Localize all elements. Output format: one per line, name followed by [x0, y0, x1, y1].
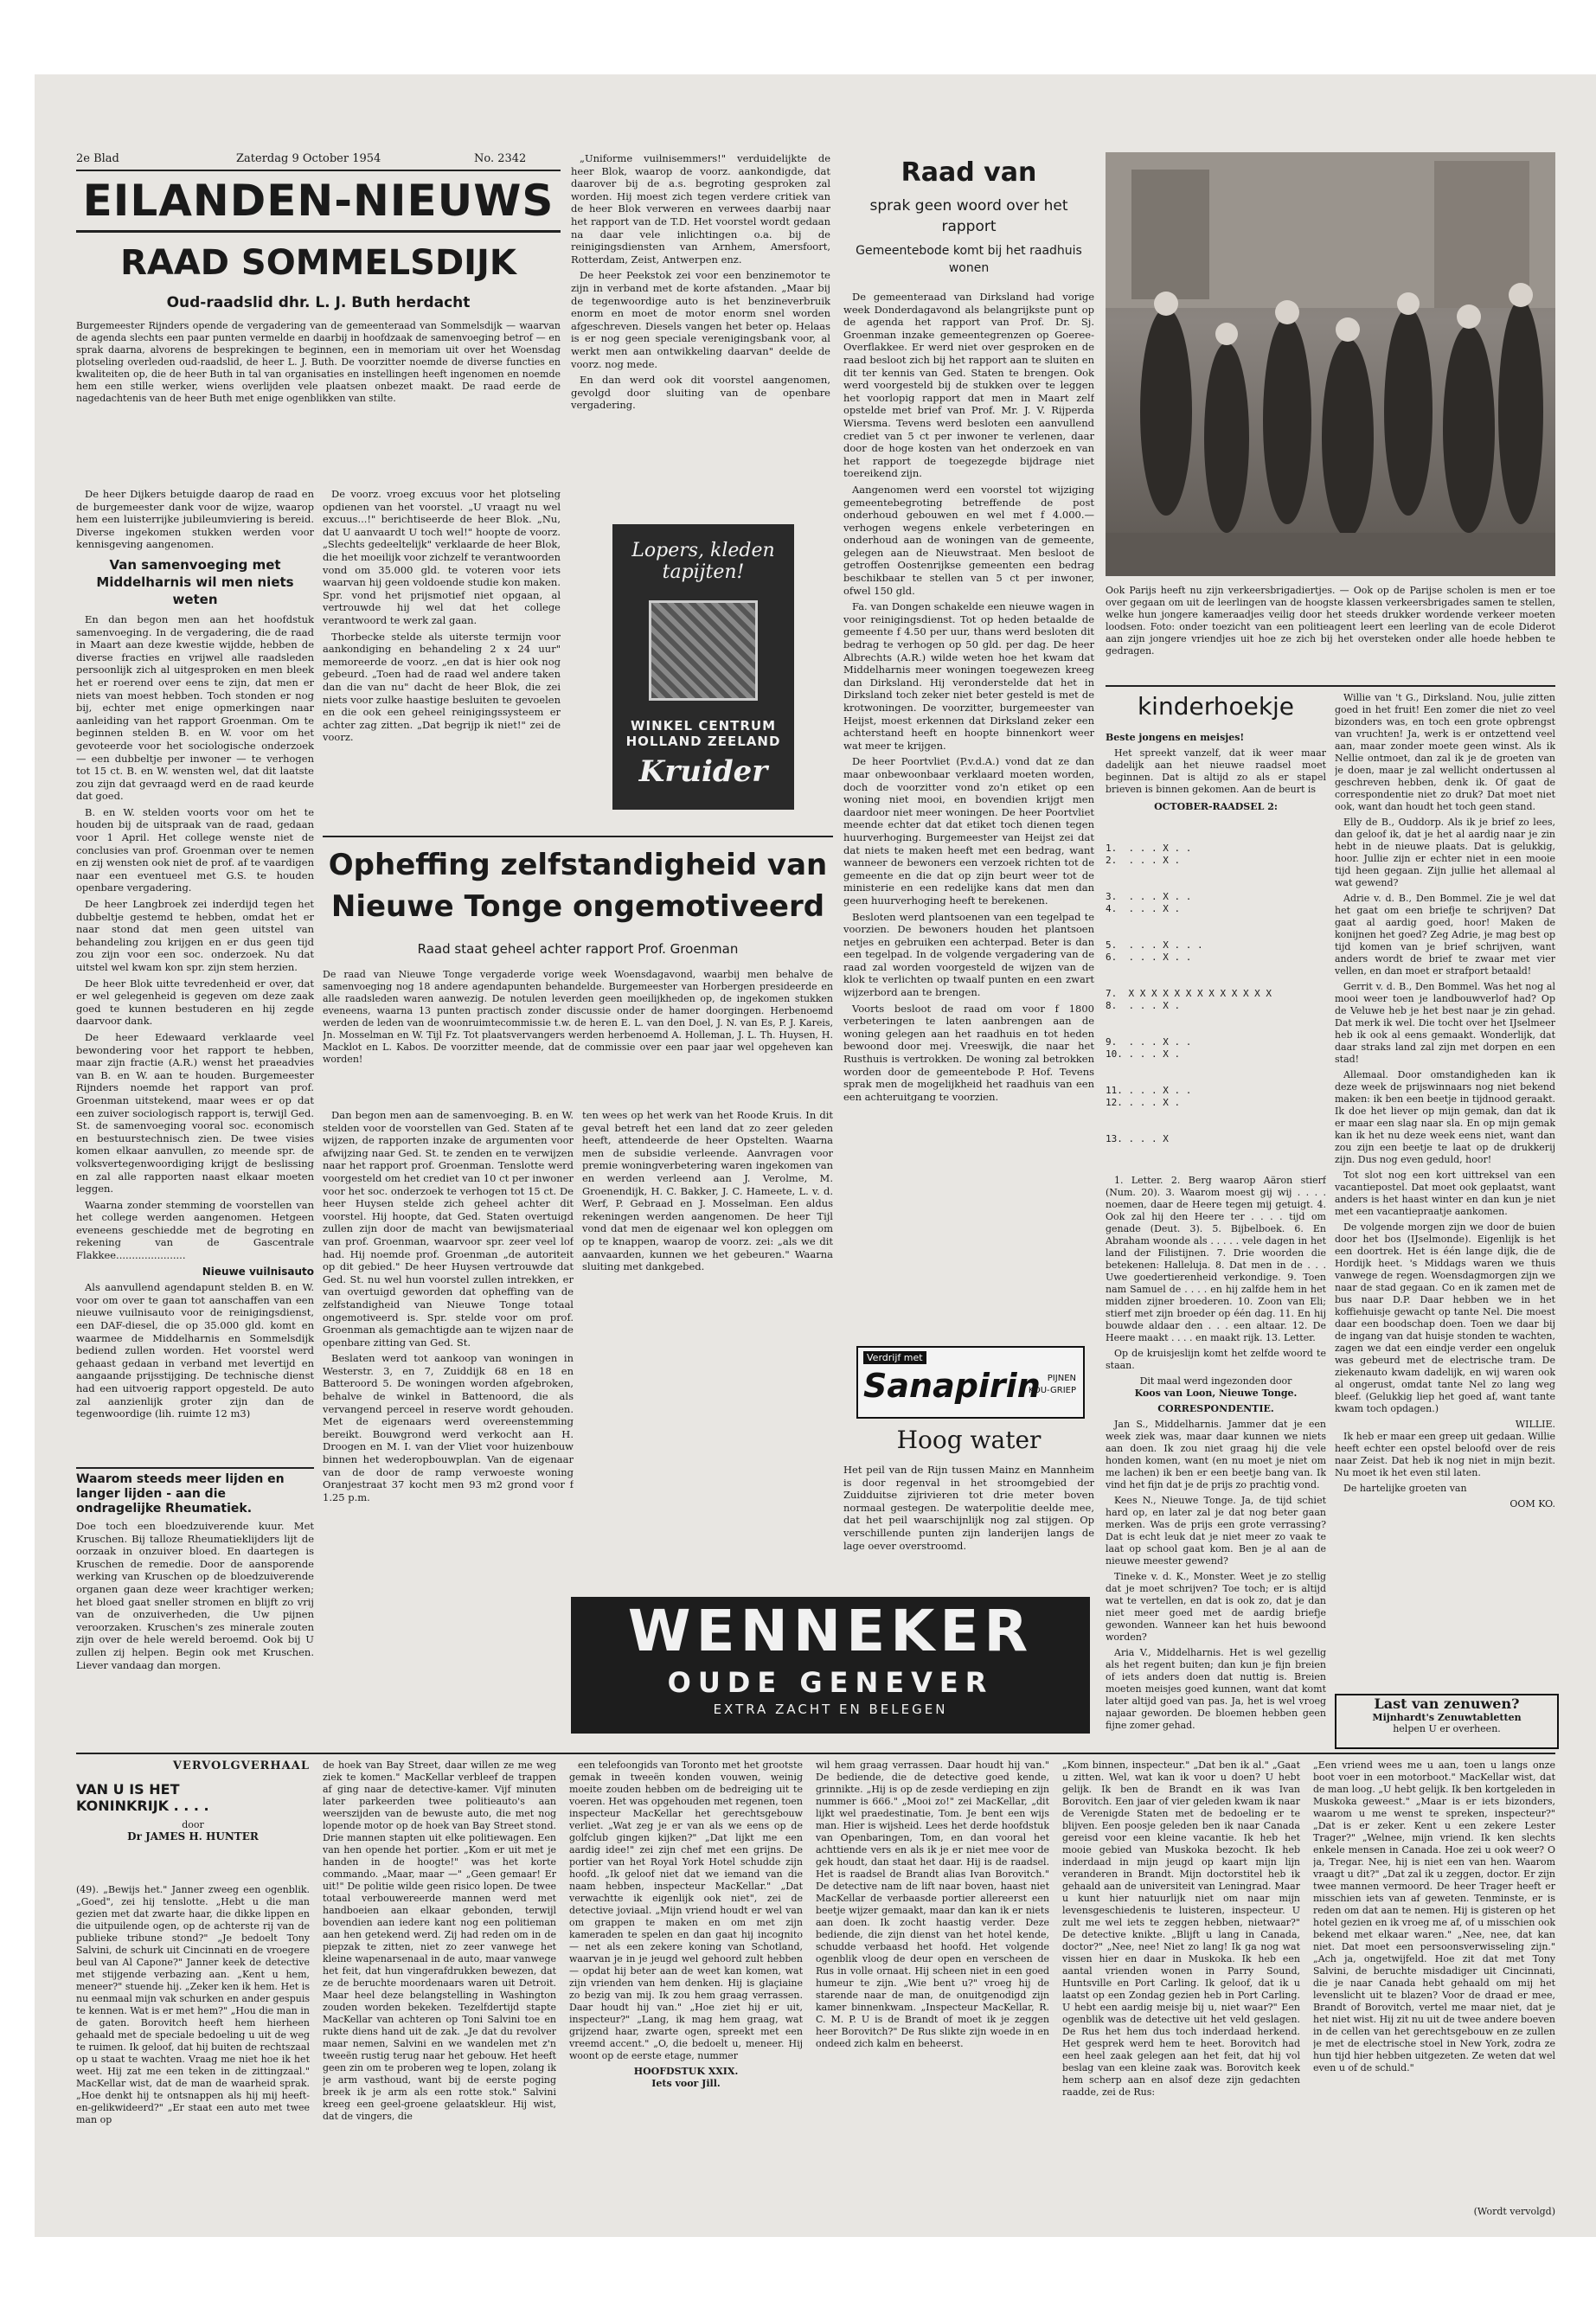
tonge-title: Opheffing zelfstandigheid van Nieuwe Tonge ongemotiveerd [328, 848, 828, 924]
serial-col5: „Kom binnen, inspecteur." „Dat ben ik al." „Gaat u zitten. Wel, wat kan ik voor u doen? U hebt gelijk. Ik ben de Brandt en ik was Ivan Borovitch. Een jaar of vier geleden kwam ik naar de Verenigde Staten met de bedoeling er te blijven. Een poosje geleden ben ik naar Canada gereisd voor een kleine vacantie. Ik heb het mooie gebied van Muskoka bezocht. Ik heb inderdaad in mijn jeugd op kaart mijn lijn veranderen in Brandt. Mijn doctorstitel heb ik gehaald aan de universiteit van Leningrad. Maar u kunt hier natuurlijk niet om naar mijn levensgeschiedenis te luisteren, inspecteur. U zult me wel iets te zeggen hebben, nietwaar?" De detective knikte. „Blijft u lang in Canada, doctor?" „Nee, nee! Niet zo lang! Ik ga nog wat vissen hier en daar in Muskoka. Ik heb een aantal vrienden wonen in Parry Sound, Huntsville en Port Carling. Ik geloof, dat ik u laatst op een Zondag gezien heb in Port Carling. U hebt een aardig meisje bij u, niet waar?" Een ogenblik was de detective uit het veld geslagen. De Rus het hem dus toch inderdaad herkend. Het gesprek werd hem te heet. Borovitch had een heel zaak gelegen aan het feit, dat hij vol beslag van een kleine zaak was. Borovitch keek hem scherp aan en alsof deze zijn gedachten raadde, zei de Rus: [1062, 1759, 1300, 2098]
puzzle-title: OCTOBER-RAADSEL 2: [1154, 801, 1278, 812]
page-header [76, 152, 561, 171]
serial-col3: een telefoongids van Toronto met het grootste gemak in tweeën konden vouwen, weinig moeite zouden hebben om de bedreiging uit te voeren. Het was opgehouden met regenen, toen inspecteur MacKellar het gerechtsgebouw verliet. „Wat zeg je er van als we eens op de golfclub gingen kijken?" „Dat lijkt me een aardig idee!" zei zijn chef met een grijns. De portier van het Royal York Hotel schudde zijn hoofd. „Ik geloof niet dat we iemand van die naam hebben, inspecteur MacKellar." „Dat verwachtte ik eigenlijk ook niet", zei de detective joviaal. „Mijn vriend houdt er wel van om grappen te maken en om met zijn kameraden te spelen en dan gaat hij incognito — net als een zekere koning van Schotland, waarvan je in je jeugd wel gehoord zult hebben — opdat hij beter aan de weet kan komen, wat zijn vrienden van hem denken. Hij is glaçiaine zo bezig van mij. Ik zou hem graag verrassen. Daar houdt hij van." „Hoe ziet hij er uit, inspecteur?" „Lang, ik mag hem graag, wat grijzend haar, zwarte ogen, spreekt met een vreemd accent." „O, die bedoelt u, meneer. Hij woont op de eerste etage, nummer HOOFDSTUK XXIX. Iets voor Jill. [569, 1759, 803, 2089]
subhead-vuilnisauto: Nieuwe vuilnisauto [202, 1265, 314, 1278]
hoogwater-text: Het peil van de Rijn tussen Mainz en Mannheim is door regenval in het stroomgebied der Zuidduitse zijrivieren tot drie meter boven normaal gestegen. De waterpolitie deelde mee, dat het peil waarschijnlijk nog zal stijgen. Op verschillende punten zijn landerijen langs de lage oever overstroomd. [843, 1464, 1094, 1552]
tonge-col2: ten wees op het werk van het Roode Kruis. In dit geval betreft het een land dat zo zeer geleden heeft, attendeerde de heer Opstelten. Waarna men de subsidie verleende. Aanvragen voor premie woningverbetering waren ingekomen van en werden verleend aan J. Verolme, M. Groenendijk, H. C. Bakker, J. C. Hameete, L. v. d. Werf, P. Gebraad en J. Mosselman. Een aldus rekeningen werden aangenomen. De heer Tijl vond dat men de eigenaar wel kon opleggen om op te knappen, waarop de voorz. zei: „als we dit aanvaarden, kunnen we het gebeuren." Waarna sluiting met dankgebed. [582, 1109, 833, 1273]
dirksland-title: Raad van [901, 157, 1037, 188]
sommelsdijk-title: RAAD SOMMELSDIJK [120, 243, 516, 283]
sommelsdijk-lead: Burgemeester Rijnders opende de vergadering van de gemeenteraad van Sommelsdijk — waarvan de agenda slechts een paar punten vermelde en daarbij in hoofdzaak de samenvoeging betrof — en sprak daarna, alvorens de besprekingen te beginnen, een in memoriam uit over het Woensdag plotseling overleden oud-raadslid, de heer L. J. Buth. De voorzitter noemde de diverse functies en kwaliteiten op, die de heer Buth in tal van organisaties en instellingen heeft ingenomen en noemde hem een stille werker, wiens overlijden vele plaatsen onbezet maakt. De raad eerde de nagedachtenis van de heer Buth met enige ogenblikken van stilte. [76, 320, 561, 404]
hoogwater-title: Hoog water [896, 1426, 1042, 1454]
puzzle-grid: 1. . . . X . . 2. . . . X . 3. . . . X . . 4. . . . X . 5. . . . X . . . 6. . . . X . . 7. X X X X X X X X X X X X X 8. . . . X . 9. . . . X . . 10. . . . X . 11. . . . X . . 12. . . . X . 13. . . . X [1106, 843, 1272, 1144]
sanapirin-ad: Verdrijf met Sanapirin PIJNEN KOU-GRIEP [856, 1346, 1085, 1419]
serial-col1: (49). „Bewijs het." Janner zweeg een ogenblik. „Goed", zei hij tenslotte. „Hebt u die man gezien met dat zwarte haar, die dikke lippen en die uitpuilende ogen, op de achterste rij van de publieke tribune stond?" „Je bedoelt Tony Salvini, de schurk uit Cincinnati en de vroegere beul van Al Capone?" Janner keek de detective met stijgende verbazing aan. „Kent u hem, meneer?" stuende hij. „Zeker ken ik hem. Het is nu eenmaal mijn vak schurken en ander gespuis te kennen. Wat is er met hem?" „Hou die man in de gaten. Borovitch heeft hem hierheen gehaald met de speciale bedoeling u uit de weg te ruimen. Ik geloof, dat hij buiten de rechtszaal op u staat te wachten. Vraag me niet hoe ik het weet. Hij zat me een teken in de zittingzaal." MacKellar wist, dat de man de waarheid sprak. „Hoe denkt hij te ontsnappen als hij mij heeft-en-gelikwideerd?" „Er staat een auto met twee man op [76, 1884, 310, 2125]
serial-col4: wil hem graag verrassen. Daar houdt hij van." De bediende, die de detective goed kende, grinnikte. „Hij is op de zesde verdieping en zijn nummer is 666." „Mooi zo!" zei MacKellar, „dit lijkt wel praedestinatie, Tom. Je bent een wijs man. Hier is wijsheid. Lees het derde hoofdstuk van Openbaringen, Tom, en dan vooral het achttiende vers en als ik je er niet mee voor de gek houdt, dan staat het daar. Hij is de raadsel. Het is raadsel de Brandt alias Ivan Borovitch." De detective nam de lift naar boven, haast niet MacKellar de verbaasde portier allereerst een beetje wijzer gemaakt, maar dan kan ik er niets aan doen. Ik zocht haastig verder. Deze bediende, die zijn dienst van het hotel kende, schudde verbaasd het hoofd. Het volgende ogenblik vloog de deur open en verscheen de Rus in volle ornaat. Hij scheen niet in een goed humeur te zijn. „Wie bent u?" vroeg hij de starende naar de man, de onuitgenodigd zijn kamer binnenkwam. „Inspecteur MacKellar, R. C. M. P. U is de Brandt of moet ik je zeggen heer Borovitch?" De Rus slikte zijn woede in en ondeed zich kalm en beheerst. [816, 1759, 1049, 2049]
sommelsdijk-col2: De voorz. vroeg excuus voor het plotseling opdienen van het voorstel. „U vraagt nu wel excuus...!" berichtiseerde de heer Blok. „Nu, dat U aanvaardt U toch wel!" hoopte de voorz. „Slechts gedeeltelijk" verklaarde de heer Blok, die het moeilijk voor zichzelf te verantwoorden vond om 35.000 gld. te voteren voor iets waarvan hij geen voldoende studie kon maken. Spr. vond het prijsmotief niet opgaan, al vertrouwde hij wel dat het college verantwoord te werk zal gaan. Thorbecke stelde als uiterste termijn voor aankondiging en behandeling 2 x 24 uur" memoreerde de voorz. „en dat is hier ook nog gebeurd. „Toen had de raad wel andere taken dan die van nu" dacht de heer Blok, die zei niets voor zulke haastige besluiten te gevoelen en die ook een geheel reinigingssysteem er achter zag zitten. „Dat begrijp ik niet!" zei de voorz. [323, 488, 561, 744]
zenuwen-ad: Last van zenuwen? Mijnhardt's Zenuwtabletten helpen U er overheen. [1335, 1694, 1559, 1749]
dirksland-sub2: Gemeentebode komt bij het raadhuis wonen [856, 244, 1082, 275]
lopers-ad: Lopers, kleden tapijten! WINKEL CENTRUM HOLLAND ZEELAND Kruider [612, 524, 794, 810]
tonge-col1: Dan begon men aan de samenvoeging. B. en W. stelden voor de voorstellen van Ged. Staten af te wijzen, de rapporten inzake de argumenten voor afwijzing naar Ged. St. te zenden en te verwijzen naar het rapport prof. Groenman. Tenslotte werd voorgesteld om het crediet van 10 ct per inwoner voor het soc. onderzoek te verhogen tot 15 ct. De heer Huysen stelde zich geheel achter dit voorstel. Hij hoopte, dat Ged. Staten overtuigd zullen zijn door de macht van bewijsmateriaal van prof. Groenman, waarvoor spr. zeer veel lof had. Hij noemde prof. Groenman „de autoriteit op dit gebied." De heer Huysen vertrouwde dat Ged. St. nu wel hun voorstel zullen intrekken, er van overtuigd geworden dat opheffing van de zelfstandigheid van Nieuwe Tonge totaal ongemotiveerd is. Spr. stelde voor om prof. Groenman als gemachtigde aan te wijzen naar de openbare zitting van Ged. St. Beslaten werd tot aankoop van woningen in Westerstr. 3, en 7, Zuiddijk 68 en 18 en Batteroord 5. De woningen worden afgebroken, behalve de winkel in Battenoord, die als vervangend perceel in reserve wordt gehouden. Met de eigenaars werd overeenstemming bereikt. Bouwgrond werd verkocht aan H. Droogen en M. I. van der Vliet voor huizenbouw binnen het wederopbouwplan. Van de eigenaar van de door de ramp verwoeste woning Oranjestraat 37 kocht men 93 m2 grond voor f 1.25 p.m. [323, 1109, 574, 1503]
sommelsdijk-col3: „Uniforme vuilnisemmers!" verduidelijkte de heer Blok, waarop de voorz. aankondigde, dat daarover bij de a.s. begroting gesproken zal worden. Hij moest zich tegen verdere critiek van de heer Blok verweren en verwees daarbij naar het rapport van de T.D. Het voorstel wordt gedaan na daar vele inlichtingen o.a. bij de reinigingsdiensten van Arnhem, Amersfoort, Rotterdam, Zeist, Antwerpen enz. De heer Peekstok zei voor een benzinemotor te zijn in verband met de korte afstanden. „Maar bij de tegenwoordige auto is het benzineverbruik enorm en moet de motor enorm snel worden afgeschreven. Diesels vangen het beter op. Helaas is er nog geen speciale verenigingsbank voor, al werkt men aan ontwikkeling daarvan" deelde de voorz. nog mede. En dan werd ook dit voorstel aangenomen, gevolgd door sluiting van de openbare vergadering. [571, 152, 830, 412]
serial-continued: (Wordt vervolgd) [1473, 2206, 1555, 2217]
section-label: 2e Blad [76, 152, 119, 165]
sommelsdijk-col1: De heer Dijkers betuigde daarop de raad en de burgemeester dank voor de wijze, waarop hem een luisterrijke jubileumviering is bereid. Diverse ingekomen stukken werden voor kennisgeving aangenomen. Van samenvoeging met Middelharnis wil men niets weten En dan begon men aan het hoofdstuk samenvoeging. In de vergadering, die de raad in Maart aan deze kwestie wijdde, hebben de diverse fracties en vrijwel alle raadsleden persoonlijk zich al uitgesproken en men bleek het er roerend over eens te zijn, dat men er niets van moest hebben. Toch stonden er nog bij, echter met enige opmerkingen naar aanleiding van het rapport Groenman. Om te beginnen stelden B. en W. voor om het gevoteerde voor het sociologische onderzoek — een dubbeltje per inwoner — te verhogen tot 15 ct. B. en W. wensten wel, dat dit laatste zou zijn dat gevraagd werd en de raad keurde dat goed. B. en W. stelden voorts voor om het te houden bij de uitspraak van de raad, gedaan voor 1 April. Het college wenste niet de conclusies van prof. Groenman over te nemen en zij wensten ook niet de prof. af te vaardigen naar een eventueel met G.S. te houden openbare vergadering. De heer Langbroek zei inderdijd tegen het dubbeltje gestemd te hebben, omdat het er naar stond dat men geen uitstel van behandeling zou krijgen en er dus geen tijd zou zijn voor een soc. onderzoek. Nu dat uitstel wel kwam kon spr. zijn stem herzien. De heer Blok uitte tevredenheid er over, dat er wel gelegenheid is gegeven om deze zaak goed te kunnen bestuderen en hij zegde daarvoor dank. De heer Edewaard verklaarde veel bewondering voor het rapport te hebben, maar zijn fractie (A.R.) wenst het praeadvies van B. en W. aan te houden. Burgemeester Rijnders noemde het rapport van prof. Groenman uitstekend, maar wees er op dat een zuiver sociologisch rapport is, terwijl Ged. St. de samenvoeging vooral soc. economisch en bestuurstechnisch zien. De twee visies komen elkaar aanvullen, zo meende spr. de volksvertegenwoordiging krijgt de beslissing en zal alle rapporten naast elkaar moeten leggen. Waarna zonder stemming de voorstellen van het college werden aangenomen. Hetgeen eveneens geschiedde met de begroting en rekening van de Gascentrale Flakkee...................... Nieuwe vuilnisauto Als aanvullend agendapunt stelden B. en W. voor om over te gaan tot aanschaffen van een nieuwe vuilnisauto voor de reinigingsdienst, een DAF-diesel, die op 35.000 gld. komt en waarmee de Middelharnis en Sommelsdijk bediend zullen worden. Het voorstel werd gehaast gedaan in verband met levertijd en aangaande prijsstijging. De technische dienst had een uitvoerig rapport opgesteld. De auto zal aanzienlijk groter zijn dan de tegenwoordige (lih. ruimte 12 m3) [76, 488, 314, 1420]
issue-number: No. 2342 [474, 152, 527, 165]
dirksland-sub1: sprak geen woord over het rapport [869, 197, 1068, 235]
rheuma-ad: Waarom steeds meer lijden en langer lijden - aan die ondragelijke Rheumatiek. Doe toch een bloedzuiverende kuur. Met Kruschen. Bij talloze Rheumatieklijders lijt de oorzaak in onzuiver bloed. En daartegen is Kruschen de remedie. Door de aansporende werking van Kruschen op de bloedzuiverende organen gaan deze weer krachtiger werken; het bloed gaat sneller stromen en blijft zo vrij van de onzuiverheden, die Uw pijnen veroorzaken. Kruschen's zes minerale zouten zijn over de hele wereld beroemd. Ook bij U zullen zij helpen. Begin ook met Kruschen. Liever vandaag dan morgen. [76, 1467, 314, 1720]
wenneker-ad: WENNEKER OUDE GENEVER EXTRA ZACHT EN BELEGEN [571, 1597, 1090, 1734]
subhead-samenvoeging: Van samenvoeging met Middelharnis wil men niets weten [96, 556, 294, 607]
newspaper-page [35, 74, 1596, 2237]
masthead: EILANDEN-NIEUWS [82, 176, 554, 226]
tonge-lead: De raad van Nieuwe Tonge vergaderde vorige week Woensdagavond, waarbij men behalve de samenvoeging nog 18 andere agendapunten behandelde. Burgemeester van Horbergen presideerde en alle raadsleden waren aanwezig. De notulen leverden geen moeilijkheden op, de ingekomen stukken eveneens, waarna 13 punten practisch zonder discussie onder de hamer doorgingen. Herbenoemd werden de leden van de woonruimtecommissie t.w. de heren E. L. van den Doel, J. N. van Es, P. J. Kareis, Jn. Mosselman en W. Tijl Fz. Tot plaatsvervangers werden herbenoemd A. Holleman, J. L. Th. Huysen, H. Macklot en L. Kabos. De voorzitter meende, dat de commissie over een paar jaar wel opgeheven kan worden! [323, 969, 833, 1065]
tonge-subtitle: Raad staat geheel achter rapport Prof. Groenman [417, 941, 739, 957]
dirksland-body: De gemeenteraad van Dirksland had vorige week Donderdagavond als belangrijkste punt op de agenda het rapport van Prof. Dr. Sj. Groenman inzake gemeentegrenzen op Goeree-Overflakkee. Er werd niet over gesproken en de raad besloot zich bij het rapport aan te sluiten en dit ter kennis van Ged. Staten te brengen. Ook werd voorgesteld bij de stukken over te leggen het voorlopig rapport dat men in Maart zelf opstelde met brief van Prof. Mr. J. V. Rijperda Wiersma. Tevens werd besloten een aanvullend crediet van 5 ct per inwoner te verlenen, daar door de hoge kosten van het onderzoek en van het rapport de toegezegde bijdrage niet toereikend zijn. Aangenomen werd een voorstel tot wijziging gemeentebegroting betreffende de post onderhoud gebouwen en wel met f 4.000.— verhogen wegens enkele verbeteringen en onderhoud aan de woningen van de gemeente, gelegen aan de Nieuwstraat. Men besloot de getroffen Oostenrijkse gemeenten een bedrag beschikbaar te stellen van 5 ct per inwoner, ofwel 150 gld. Fa. van Dongen schakelde een nieuwe wagen in voor reinigingsdienst. Tot op heden betaalde de gemeente f 4.50 per uur, thans werd besloten dit bedrag te verhogen op 50 gld. per dag. De heer Albrechts (A.R.) wilde weten hoe het kwam dat Middelharnis meer woningen toegewezen kreeg dan Dirksland. Hij veronderstelde dat het in Dirksland toch zeker niet beter gesteld is met de krotwoningen. De voorzitter, burgemeester van Heijst, moest erkennen dat Dirksland zeker een achterstand heeft en hoopte binnenkort weer wat meer te krijgen. De heer Poortvliet (P.v.d.A.) vond dat ze dan maar onbewoonbaar verklaard moeten worden, doch de voorzitter vond zo'n etiket op een woning niet mooi, en bovendien krijgt men daardoor niet meer woningen. De heer Poortvliet meende echter dat dat etiket toch dienen tegen huurverhoging. Burgemeester van Heijst zei dat dat niets te maken heeft met een bedrag, want wanneer de bewoners een verzoek richten tot de gemeente en die dat op zijn beurt weer tot de ministerie en een redelijke kans dat men dan geen huurverhoging heeft te berekenen. Besloten werd plantsoenen van een tegelpad te voorzien. De bewoners houden het plantsoen netjes en gebruiken een achterpad. Beter is dan een tegelpad. In de volgende vergadering van de raad zal worden voorgesteld de wijzen van de klok te verlichten op twaalf punten en een zwart wijzerbord aan te brengen. Voorts besloot de raad om voor f 1800 verbeteringen te laten aanbrengen aan de woning gelegen aan het raadhuis en tot heden bewoond door mej. Vreeswijk, die naar het Rusthuis is vertrokken. De woning zal betrokken worden door de gemeentebode P. Hof. Tevens sprak men de mogelijkheid het raadhuis van een een achteruitgang te voorzien. [843, 291, 1094, 1103]
sommelsdijk-subtitle: Oud-raadslid dhr. L. J. Buth herdacht [166, 294, 471, 311]
photo-caption: Ook Parijs heeft nu zijn verkeersbrigadiertjes. — Ook op de Parijse scholen is men er toe over gegaan om uit de leerlingen van de hoogste klassen verkeersbrigades samen te stellen, welke hun jongere kameraadjes veilig door het steeds drukker wordende verkeer moeten loodsen. Foto: onder toezicht van een politieagent leert een leerling van de ecole Diderot aan zijn jongere vriendjes uit hoe ze zich bij het oversteken onder alle hoede hebben te gedragen. [1106, 585, 1555, 657]
kinderhoekje-col2: Willie van 't G., Dirksland. Nou, julie zitten goed in het fruit! Een zomer die niet zo veel bizonders was, en toch een grote opbrengst van vruchten! Ja, werk is er ontzettend veel aan, maar zonder moete geen winst. Als ik Nellie ontmoet, dan zal ik je de groeten van je doen, maar je zal wellicht ondertussen al geschreven hebben, denk ik. Of gaat de correspondentie niet zo druk? Dat moet niet ook, want dan houdt het toch geen stand. Elly de B., Ouddorp. Als ik je brief zo lees, dan geloof ik, dat je het al aardig naar je zin hebt in de nieuwe plaats. Dat is gelukkig, hoor. Jullie zijn er echter niet in een mooie tijd heen gegaan. Zijn jullie het allemaal al wat gewend? Adrie v. d. B., Den Bommel. Zie je wel dat het gaat om een briefje te schrijven? Dat gaat al aardig goed, hoor! Maken de konijnen het goed? Zeg Adrie, je mag best op tijd komen van je brief schrijven, want anders wordt de brief te zwaar met vier vellen, en dan moet er strafport betaald! Gerrit v. d. B., Den Bommel. Was het nog al mooi weer toen je landbouwverlof had? Op de Veluwe heb je het best naar je zin gehad. Dat merk ik wel. Die tocht over het IJselmeer heb ik ook al eens gemaakt. Wonderlijk, dat daar straks land zal zijn met dorpen en een stad! Allemaal. Door omstandigheden kan ik deze week de prijswinnaars nog niet bekend maken: ik ben een beetje in tijdnood geraakt. Ik doe het liever op mijn gemak, dan dat ik er maar een slag naar sla. En op mijn gemak kan ik het nu deze week eens niet, want dan zou zijn een beetje te laat op de drukkerij zijn. Dus nog even geduld, hoor! Tot slot nog een kort uittreksel van een vacantiepostel. Dat moet ook geplaatst, want anders is het haast winter en dan kun je niet met een vacantiepraatje aankomen. De volgende morgen zijn we door de buien door het bos (IJselmonde). Eigenlijk is het een doortrek. Het is één lange dijk, die de Hordijk heet. 's Middags waren we thuis vanwege de regen. Woensdagmorgen zijn we naar de stad gegaan. Co en ik zamen met de bus naar D.P. Daar hebben we in het koffiehuisje gewacht op tante Nel. Die moest daar een boodschap doen. Toen we daar bij de ingang van dat huisje stonden te wachten, zagen we dat een eindje verder een ongeluk was gebeurd met de electrische tram. De ziekenauto kwam dadelijk, en wij waren ook al ongerust, omdat tante Nel zo lang weg bleef. (Gelukkig liep het goed af, want tante kwam toch opdagen.) WILLIE. Ik heb er maar een greep uit gedaan. Willie heeft echter een opstel beloofd over de reis naar Zeist. Dat heb ik nog niet in mijn bezit. Nu moet ik het even stil laten. De hartelijke groeten van OOM KO. [1335, 692, 1555, 1509]
serial-col6: „Een vriend wees me u aan, toen u langs onze boot voer in een motorboot." MacKellar wist, dat de man loog. „U hebt gelijk. Ik ben kortgeleden in Muskoka geweest." „Maar is er iets bizonders, waarom u me wenst te spreken, inspecteur?" „Dat is er zeker. Kent u een zekere Lester Trager?" „Welnee, mijn vriend. Ik ken slechts enkele mensen in Canada. Hoe zei u ook weer? O ja, Tregar. Nee, hij is niet een van hen. Waarom vraagt u dit?" „Dat zal ik u zeggen, doctor. Er zijn twee mannen vermoord. De heer Trager heeft er misschien iets van af geweten. Tenminste, er is reden om dat aan te nemen. Hij is gisteren op het hotel gezien en ik vroeg me af, of u misschien ook bekend met elkaar waren." „Nee, nee, dat kan niet. Dat moet een persoonsverwisseling zijn." „Ach ja, ongetwijfeld. Hoe zit dat met Tony Salvini, de beruchte misdadiger uit Cincinnati, die je naar Canada hebt gehaald om mij het levenslicht uit te blazen? Voor de draad er mee, Brandt of Borovitch, vertel me maar niet, dat je het niet wist. Hij zit nu uit de twee andere boeven in de cellen van het gerechtsgebouw en ze zullen je met de electrische stoel in New York, zodra ze hun tijd hier hebben uitgezeten. Ze weten dat wel even u of de schuld." [1313, 1759, 1555, 2073]
serial-header: VERVOLGVERHAAL VAN U IS HET KONINKRIJK . . . . door Dr JAMES H. HUNTER [76, 1759, 310, 1843]
crowd-photo-illustration [1106, 152, 1555, 576]
kinderhoekje-col1: Beste jongens en meisjes! Het spreekt vanzelf, dat ik weer maar dadelijk aan het nieuwe raadsel moet beginnen. Dat is altijd zo als er stapel brieven is binnen gekomen. Aan de beurt is OCTOBER-RAADSEL 2: 1. . . . X . . 2. . . . X . 3. . . . X . . 4. . . . X . 5. . . . X . . . 6. . . . X . . 7. X X X X X X X X X X X X X 8. . . . X . 9. . . . X . . 10. . . . X . 11. . . . X . . 12. . . . X . 13. . . . X 1. Letter. 2. Berg waarop Aäron stierf (Num. 20). 3. Waarom moest gij wij . . . . noemen, daar de Heere tegen mij getuigt. 4. Ook zal hij den Heere ter . . . . tijd om genade (Deut. 3). 5. Bijbelboek. 6. En Abraham woonde als . . . . . vele dagen in het land der Filistijnen. 7. Drie woorden die betekenen: Halleluja. 8. Dat men in de . . . Uwe goedertierenheid verkondige. 9. Toen nam Samuel de . . . . en hij zalfde hem in het midden zijner broederen. 10. Zoon van Eli; stierf met zijn broeder op één dag. 11. En hij bouwde aldaar den . . . een altaar. 12. De Heere maakt . . . . en maakt rijk. 13. Letter. Op de kruisjeslijn komt het zelfde woord te staan. Dit maal werd ingezonden door Koos van Loon, Nieuwe Tonge. CORRESPONDENTIE. Jan S., Middelharnis. Jammer dat je een week ziek was, maar daar kunnen we niets aan doen. Ik zou niet graag hij die vele honden komen, want (en nu moet je niet om me lachen) ik ben er een beetje bang van. Ik vind het fijn dat je de prijs zo prachtig vond. Kees N., Nieuwe Tonge. Ja, de tijd schiet hard op, en later zal je dat nog beter gaan merken. Was de prijs een grote verrassing? Dat is echt leuk dat je niet meer zo vaak te laat op school gaat kom. Ben je al aan de nieuwe meester gewend? Tineke v. d. K., Monster. Weet je zo stellig dat je moet schrijven? Toe toch; er is altijd wat te vertellen, en dat is ook zo, dat je dan niet meer goed met de aardig briefje gewonden. Wanneer kan het huis bewoond worden? Aria V., Middelharnis. Het is wel gezellig als het regent buiten; dan kun je fijn breien of iets anders doen dat nuttig is. Breien moeten meisjes goed kunnen, want dat komt later altijd goed van pas. Ja, het is wel vroeg najaar geworden. De bloemen hebben geen fijne zomer gehad. [1106, 732, 1326, 1731]
photo-parijs-verkeersbrigade [1106, 152, 1555, 576]
serial-col2: de hoek van Bay Street, daar willen ze me weg ziek te komen." MacKellar verbleef de trappen af ging naar de detective-kamer. Vijf minuten later parkeerden twee politieauto's aan weerszijden van de bewuste auto, die met nog lopende motor op de hoek van Bay Street stond. Drie mannen stapten uit elke politiewagen. Een van hen opende het portier. „Kom er uit met je handen in de hoogte!" was het korte commando. „Maar, maar —" „Geen gemaar! Er uit!" De politie wilde geen risico lopen. De twee totaal verbouwereerde mannen werd met handboeien aan elkaar gebonden, terwijl bovendien aan iedere kant nog een politieman aan hen getekend werd. Zij had reden om in de piepzak te zitten, niet zo zeer vanwege het kleine wapenarsenaal in de auto, maar vanwege het feit, dat hun vingerafdrukken bewezen, dat ze de beruchte moordenaars waren uit Detroit. Maar heel deze belangstelling in Washington zouden worden bekeken. Tezelfdertijd stapte MacKellar van achteren op Toni Salvini toe en rukte diens hand uit de zak. „Je dat du revolver maar nemen, Salvini en we wandelen met z'n tweeën rustig terug naar het gebouw. Het heeft geen zin om te proberen weg te lopen, zolang ik je arm vasthoud, want bij de eerste poging breek ik je arm als een rotte stok." Salvini kreeg een geel-groene gelaatskleur. Hij wist, dat de vingers, die [323, 1759, 556, 2122]
issue-date: Zaterdag 9 October 1954 [236, 152, 381, 165]
kinderhoekje-title: kinderhoekje [1137, 692, 1295, 721]
